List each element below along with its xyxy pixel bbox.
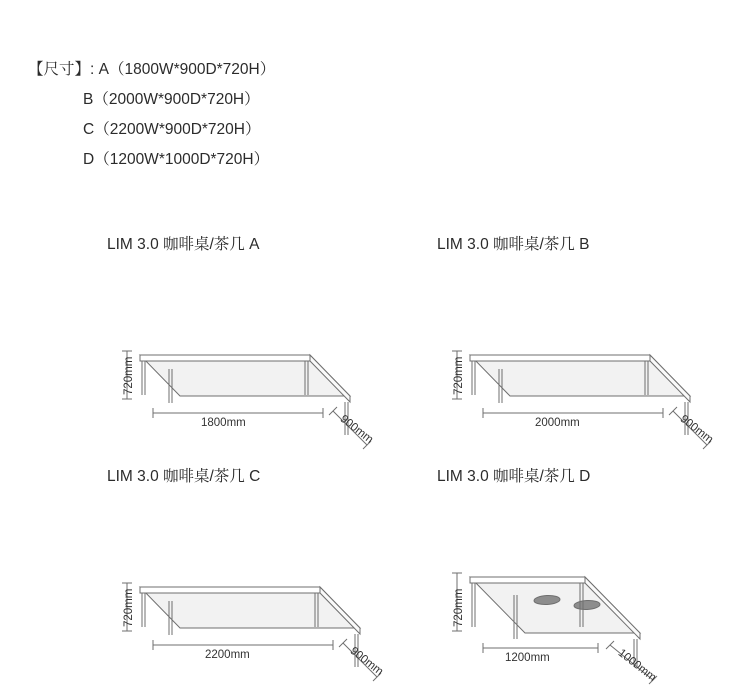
height-dimension-label: 720mm [453, 356, 465, 395]
product-title: LIM 3.0 咖啡桌/茶几 B [437, 236, 590, 253]
spec-line-value: （1200W*1000D*720H） [94, 151, 270, 168]
depth-dimension-label: 900mm [347, 645, 386, 679]
spec-line-prefix: D [83, 151, 95, 168]
width-dimension-label: 2000mm [535, 417, 580, 429]
table-isometric-drawing [105, 283, 425, 453]
spec-line-value: （1800W*900D*720H） [108, 61, 276, 78]
height-dimension-label: 720mm [453, 588, 465, 627]
product-cell [105, 235, 435, 455]
spec-line-value: （2200W*900D*720H） [94, 121, 261, 138]
spec-line-prefix: 【尺寸】: A [28, 61, 109, 78]
dimension-spec-block [28, 55, 458, 175]
height-dimension-label: 720mm [123, 588, 135, 627]
product-cell [435, 467, 750, 687]
product-drawing [105, 283, 425, 453]
product-cell [105, 467, 435, 687]
height-dimension-label: 720mm [123, 356, 135, 395]
spec-line [28, 55, 458, 85]
width-dimension-label: 1800mm [201, 417, 246, 429]
spec-line [28, 145, 458, 175]
depth-dimension-label: 1000mm [615, 647, 659, 685]
depth-dimension-label: 900mm [337, 413, 376, 447]
product-title: LIM 3.0 咖啡桌/茶几 C [107, 468, 261, 485]
spec-line-prefix: C [83, 121, 95, 138]
spec-line-prefix: B [83, 91, 94, 108]
product-cell [435, 235, 750, 455]
depth-dimension-label: 900mm [677, 413, 716, 447]
product-title: LIM 3.0 咖啡桌/茶几 A [107, 236, 260, 253]
product-title: LIM 3.0 咖啡桌/茶几 D [437, 468, 591, 485]
width-dimension-label: 1200mm [505, 652, 550, 664]
spec-line [28, 115, 458, 145]
product-drawing [435, 283, 750, 453]
spec-line-value: （2000W*900D*720H） [93, 91, 260, 108]
spec-line [28, 85, 458, 115]
width-dimension-label: 2200mm [205, 649, 250, 661]
